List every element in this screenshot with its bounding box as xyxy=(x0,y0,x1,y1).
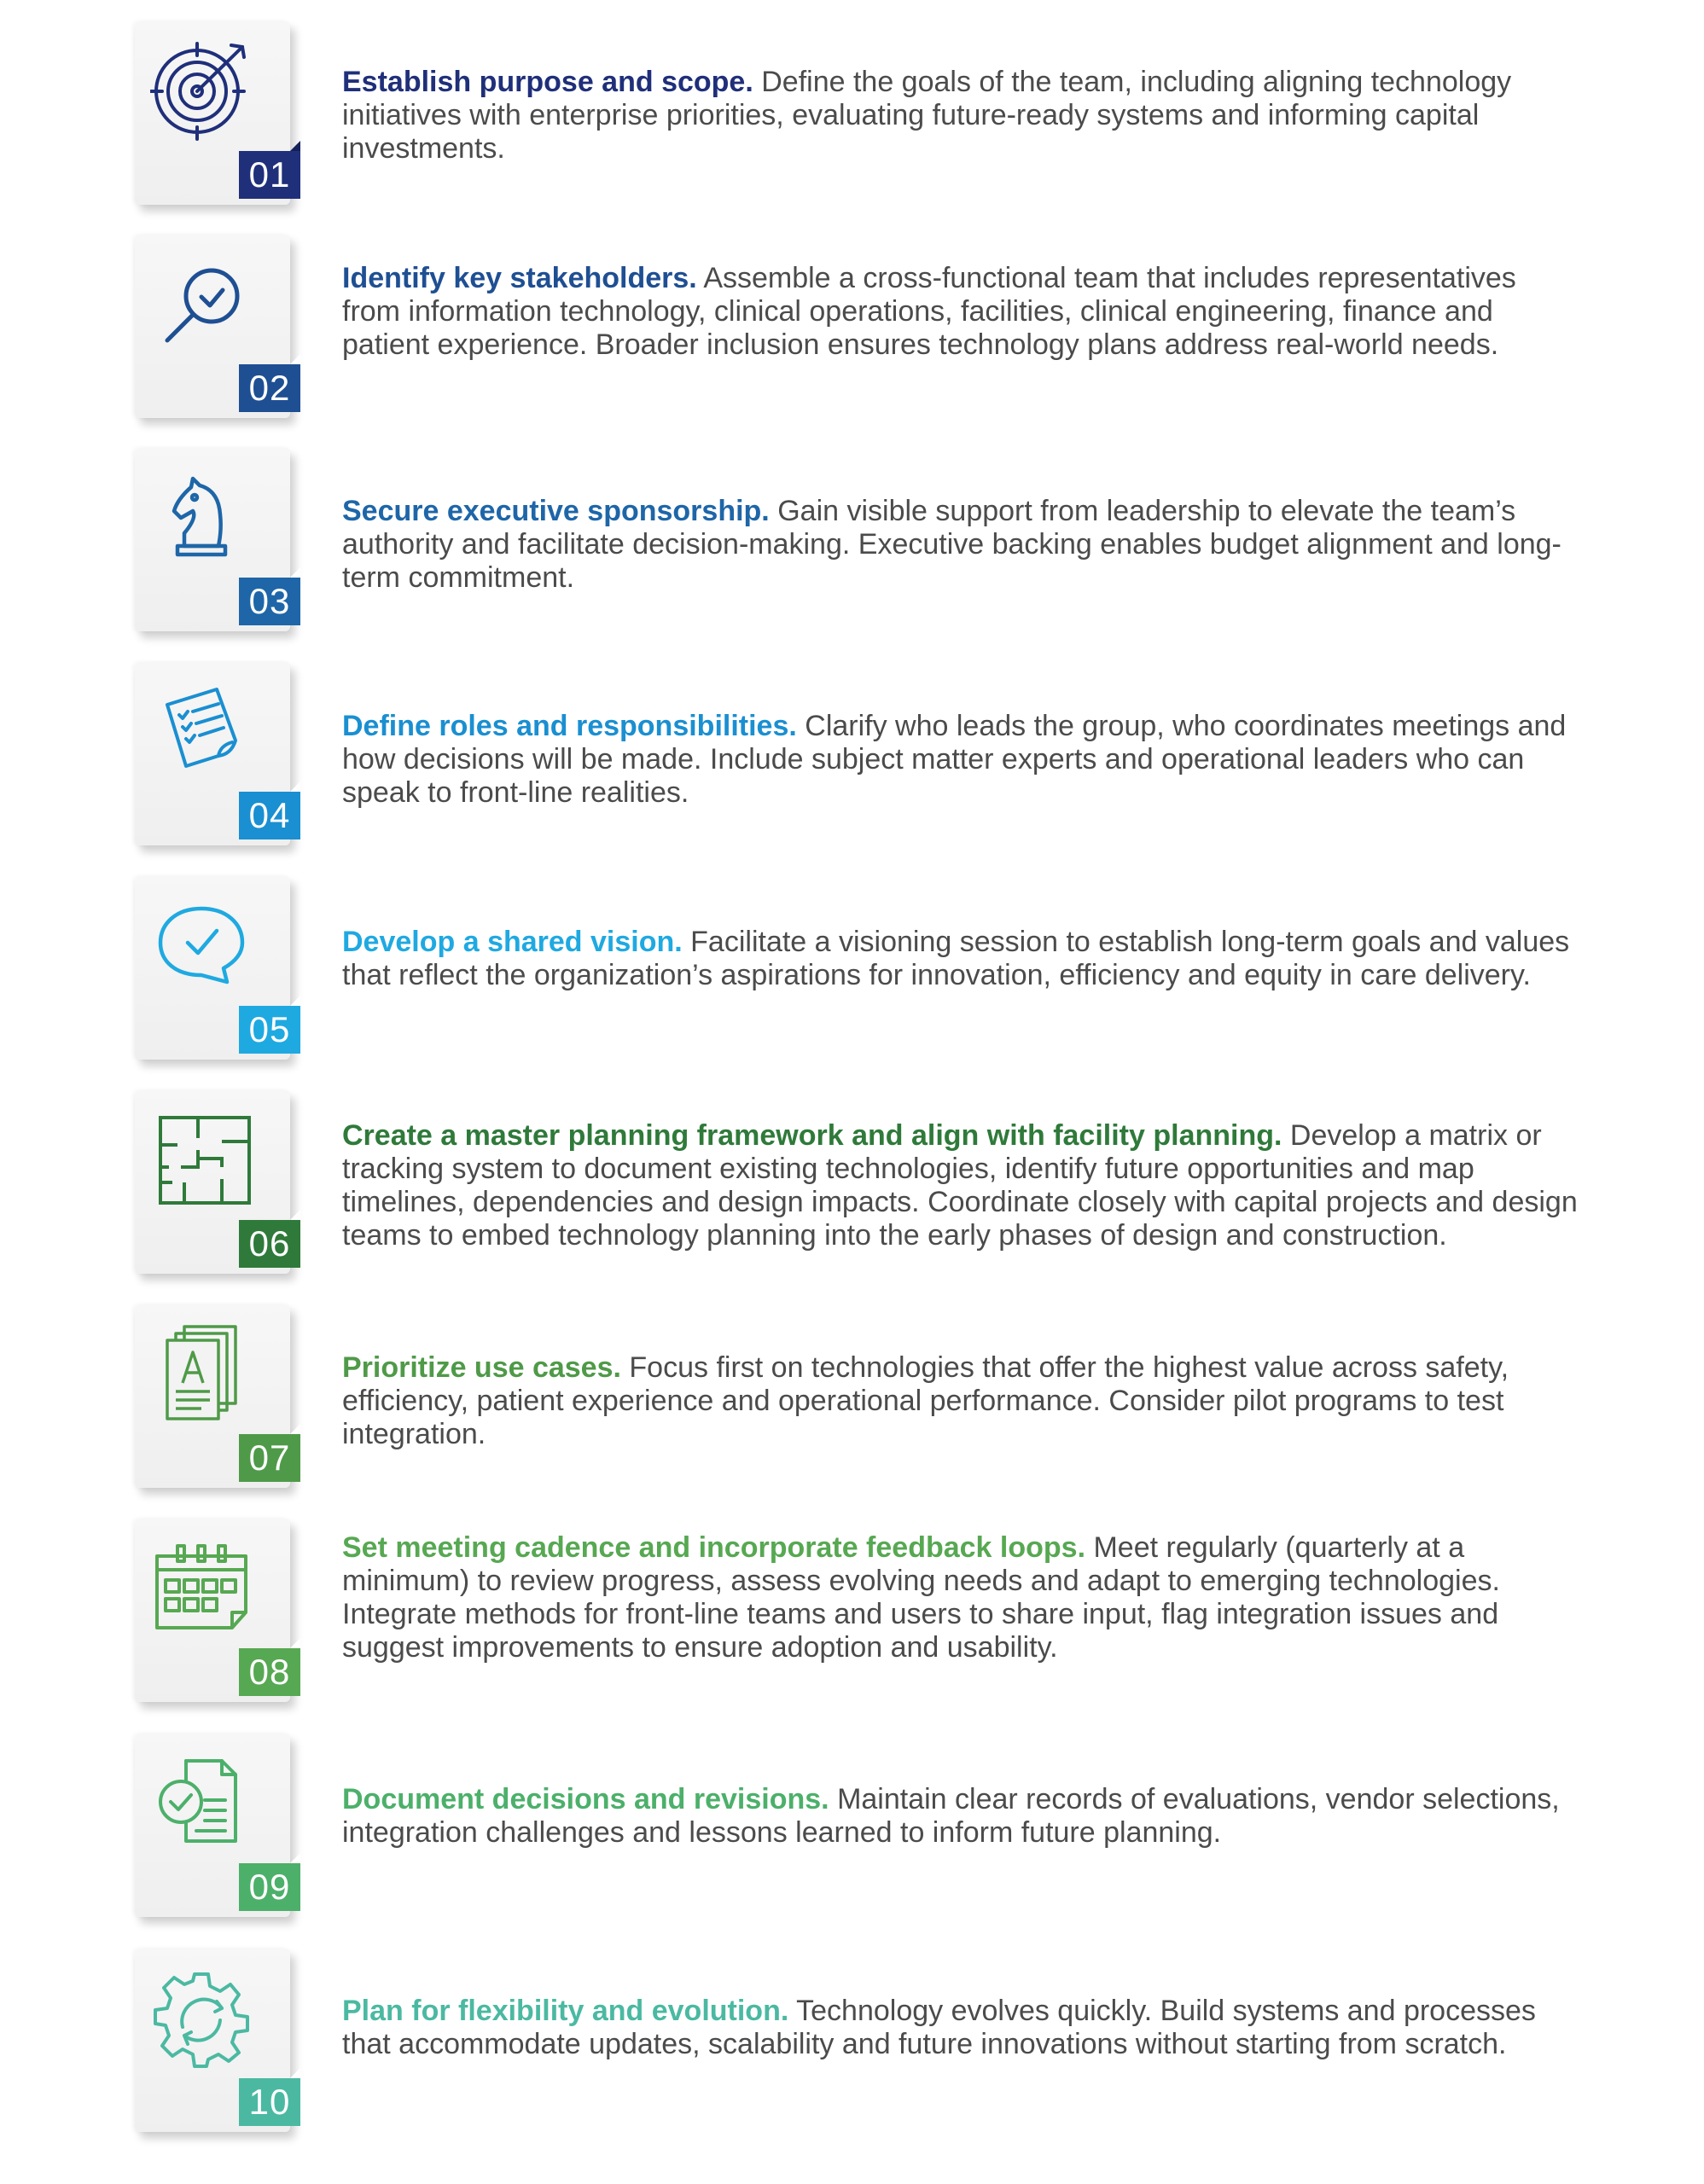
step-number: 04 xyxy=(239,792,300,839)
step-body: Clarify who leads the group, who coordinates meetings and how decisions will be made. Include subject matter experts and operational leaders who can speak to front-line realities. xyxy=(342,710,1567,809)
step-text xyxy=(342,710,1579,810)
step-title: Identify key stakeholders. xyxy=(342,262,697,294)
step-text xyxy=(342,262,1579,362)
step-number: 02 xyxy=(239,364,300,412)
step-card xyxy=(135,1519,290,1702)
step-text xyxy=(342,495,1579,595)
step-title: Set meeting cadence and incorporate feedback loops. xyxy=(342,1531,1086,1564)
step-card xyxy=(135,1090,290,1274)
step-02 xyxy=(0,235,1704,439)
step-card xyxy=(135,1304,290,1488)
step-number: 03 xyxy=(239,578,300,625)
chess-knight-icon xyxy=(150,465,253,567)
step-body: Define the goals of the team, including aligning technology initiatives with enterprise priorities, evaluating future-ready systems and informing capital investments. xyxy=(342,66,1512,165)
step-text xyxy=(342,66,1579,166)
step-number: 10 xyxy=(239,2078,300,2126)
step-body: Develop a matrix or tracking system to document existing technologies, identify future opportunities and map timelines, dependencies and design impacts. Coordinate closely with capital projects and design teams to embed technology planning into the early phases of design and construction. xyxy=(342,1119,1578,1252)
step-01 xyxy=(0,21,1704,226)
step-06 xyxy=(0,1090,1704,1295)
step-text xyxy=(342,1995,1579,2061)
step-text xyxy=(342,1351,1579,1451)
step-title: Prioritize use cases. xyxy=(342,1351,621,1384)
step-number: 08 xyxy=(239,1648,300,1696)
step-title: Establish purpose and scope. xyxy=(342,66,753,98)
step-body: Assemble a cross-functional team that includes representatives from information technology, clinical operations, facilities, clinical engineering, finance and patient experience. Broader inclusion ensures technology plans address real-world needs. xyxy=(342,262,1516,361)
step-body: Meet regularly (quarterly at a minimum) to review progress, assess evolving needs and adapt to emerging technologies. Integrate methods for front-line teams and users to share input, flag integration issues and suggest improvements to ensure adoption and usability. xyxy=(342,1531,1500,1664)
documents-icon xyxy=(150,1321,253,1424)
step-text xyxy=(342,1531,1579,1664)
step-05 xyxy=(0,876,1704,1081)
step-03 xyxy=(0,448,1704,653)
step-text xyxy=(342,1783,1579,1850)
step-number: 09 xyxy=(239,1863,300,1911)
step-body: Focus first on technologies that offer the highest value across safety, efficiency, patient experience and operational performance. Consider pilot programs to test integration. xyxy=(342,1351,1509,1450)
step-08 xyxy=(0,1519,1704,1723)
step-04 xyxy=(0,662,1704,867)
step-card xyxy=(135,21,290,205)
step-card xyxy=(135,662,290,845)
step-07 xyxy=(0,1304,1704,1509)
step-body: Gain visible support from leadership to elevate the team’s authority and facilitate decision-making. Executive backing enables budget alignment and long-term commitment. xyxy=(342,495,1562,594)
gear-icon xyxy=(150,1966,253,2068)
step-card xyxy=(135,1734,290,1917)
step-body: Facilitate a visioning session to establish long-term goals and values that reflect the organization’s aspirations for innovation, efficiency and equity in care delivery. xyxy=(342,926,1570,991)
step-title: Define roles and responsibilities. xyxy=(342,710,797,742)
step-title: Develop a shared vision. xyxy=(342,926,683,958)
document-check-icon xyxy=(150,1751,253,1853)
calendar-icon xyxy=(150,1536,253,1638)
step-title: Create a master planning framework and align with facility planning. xyxy=(342,1119,1282,1152)
step-text xyxy=(342,1119,1579,1252)
target-icon xyxy=(150,38,253,141)
checklist-icon xyxy=(150,679,253,781)
step-text xyxy=(342,926,1579,992)
step-card xyxy=(135,876,290,1060)
step-09 xyxy=(0,1734,1704,1938)
step-card xyxy=(135,448,290,631)
step-number: 07 xyxy=(239,1434,300,1482)
step-body: Technology evolves quickly. Build systems and processes that accommodate updates, scalability and future innovations without starting from scratch. xyxy=(342,1995,1536,2060)
chat-check-icon xyxy=(150,893,253,996)
step-card xyxy=(135,235,290,418)
step-number: 05 xyxy=(239,1006,300,1054)
floor-plan-icon xyxy=(150,1107,253,1210)
step-card xyxy=(135,1949,290,2132)
step-title: Plan for flexibility and evolution. xyxy=(342,1995,789,2027)
step-title: Secure executive sponsorship. xyxy=(342,495,770,527)
magnifier-check-icon xyxy=(150,252,253,354)
step-body: Maintain clear records of evaluations, vendor selections, integration challenges and lessons learned to inform future planning. xyxy=(342,1783,1560,1849)
step-title: Document decisions and revisions. xyxy=(342,1783,829,1815)
step-number: 06 xyxy=(239,1220,300,1268)
step-number: 01 xyxy=(239,151,300,199)
step-10 xyxy=(0,1949,1704,2153)
